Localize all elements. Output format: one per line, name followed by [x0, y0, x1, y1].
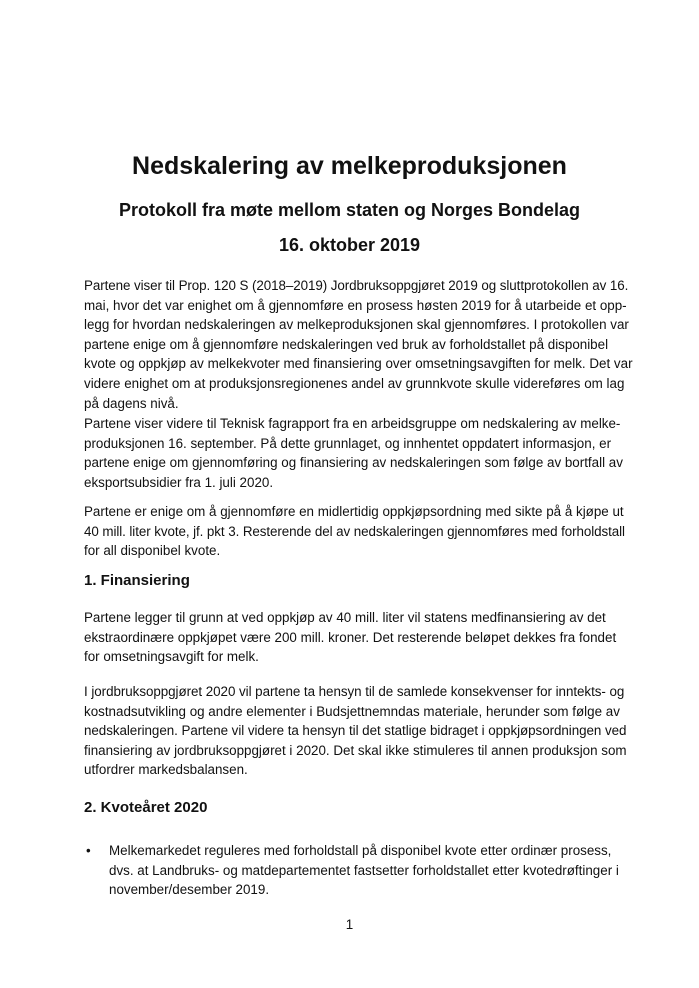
text-line: mai, hvor det var enighet om å gjennomføre en prosess høsten 2019 for å utarbeide et opp-	[84, 297, 627, 313]
text-line: videre enighet om at produksjonsregionenes andel av grunnkvote skulle videreføres om lag	[84, 375, 625, 391]
text-line: partene enige om å gjennomføre nedskaleringen ved bruk av forholdstallet på disponibel	[84, 336, 609, 352]
section-2-bullet-1	[109, 841, 624, 900]
text-line: for omsetningsavgift for melk.	[84, 649, 259, 665]
text-line: nedskaleringen. Partene vil videre ta hensyn til det statlige bidraget i oppkjøpsordningen ved	[84, 723, 627, 739]
bullet-marker: •	[86, 843, 91, 858]
section-1-paragraph-2	[84, 682, 627, 780]
text-line: I jordbruksoppgjøret 2020 vil partene ta hensyn til de samlede konsekvenser for inntekts- og	[84, 684, 625, 699]
text-line: utfordrer markedsbalansen.	[84, 762, 248, 778]
text-line: eksportsubsidier fra 1. juli 2020.	[84, 474, 274, 490]
text-line: på dagens nivå.	[84, 395, 179, 411]
intro-paragraph-1	[84, 276, 633, 413]
document-subtitle: Protokoll fra møte mellom staten og Norges Bondelag	[118, 200, 581, 220]
text-line: 40 mill. liter kvote, jf. pkt 3. Resterende del av nedskaleringen gjennomføres med forholdstall	[84, 523, 625, 539]
text-line: Partene viser videre til Teknisk fagrapport fra en arbeidsgruppe om nedskalering av melke-	[84, 416, 621, 431]
text-line: kostnadsutvikling og andre elementer i Budsjettnemndas materiale, herunder som følge av	[84, 703, 620, 719]
document-title: Nedskalering av melkeproduksjonen	[132, 152, 567, 180]
text-line: Partene er enige om å gjennomføre en midlertidig oppkjøpsordning med sikte på å kjøpe ut	[84, 504, 624, 519]
section-heading-kvotearet-2020: 2. Kvoteåret 2020	[84, 799, 208, 816]
text-line: produksjonen 16. september. På dette grunnlaget, og innhentet oppdatert informasjon, er	[84, 435, 612, 451]
page-number: 1	[345, 917, 354, 932]
text-line: Melkemarkedet reguleres med forholdstall på disponibel kvote etter ordinær prosess,	[109, 843, 612, 858]
text-line: ekstraordinære oppkjøpet være 200 mill. kroner. Det resterende beløpet dekkes fra fondet	[84, 629, 617, 645]
text-line: Partene viser til Prop. 120 S (2018–2019) Jordbruksoppgjøret 2019 og sluttprotokollen av 16.	[84, 278, 629, 293]
text-line: dvs. at Landbruks- og matdepartementet fastsetter forholdstallet etter kvotedrøftinger i	[109, 862, 619, 878]
text-line: november/desember 2019.	[109, 882, 270, 898]
document-date: 16. oktober 2019	[278, 235, 421, 255]
text-line: legg for hvordan nedskaleringen av melkeproduksjonen skal gjennomføres. I protokollen var	[84, 317, 629, 333]
text-line: Partene legger til grunn at ved oppkjøp av 40 mill. liter vil statens medfinansiering av det	[84, 610, 606, 625]
section-heading-finansiering: 1. Finansiering	[84, 572, 190, 589]
section-1-paragraph-1	[84, 608, 624, 667]
text-line: kvote og oppkjøp av melkekvoter med finansiering over omsetningsavgiften for melk. Det var	[84, 356, 633, 372]
text-line: partene enige om gjennomføring og finansiering av nedskaleringen som følge av bortfall av	[84, 455, 623, 471]
intro-paragraph-2	[84, 414, 624, 492]
intro-paragraph-3	[84, 502, 624, 561]
text-line: finansiering av jordbruksoppgjøret i 2020. Det skal ikke stimuleres til annen produksjon som	[84, 742, 627, 758]
text-line: for all disponibel kvote.	[84, 543, 221, 559]
